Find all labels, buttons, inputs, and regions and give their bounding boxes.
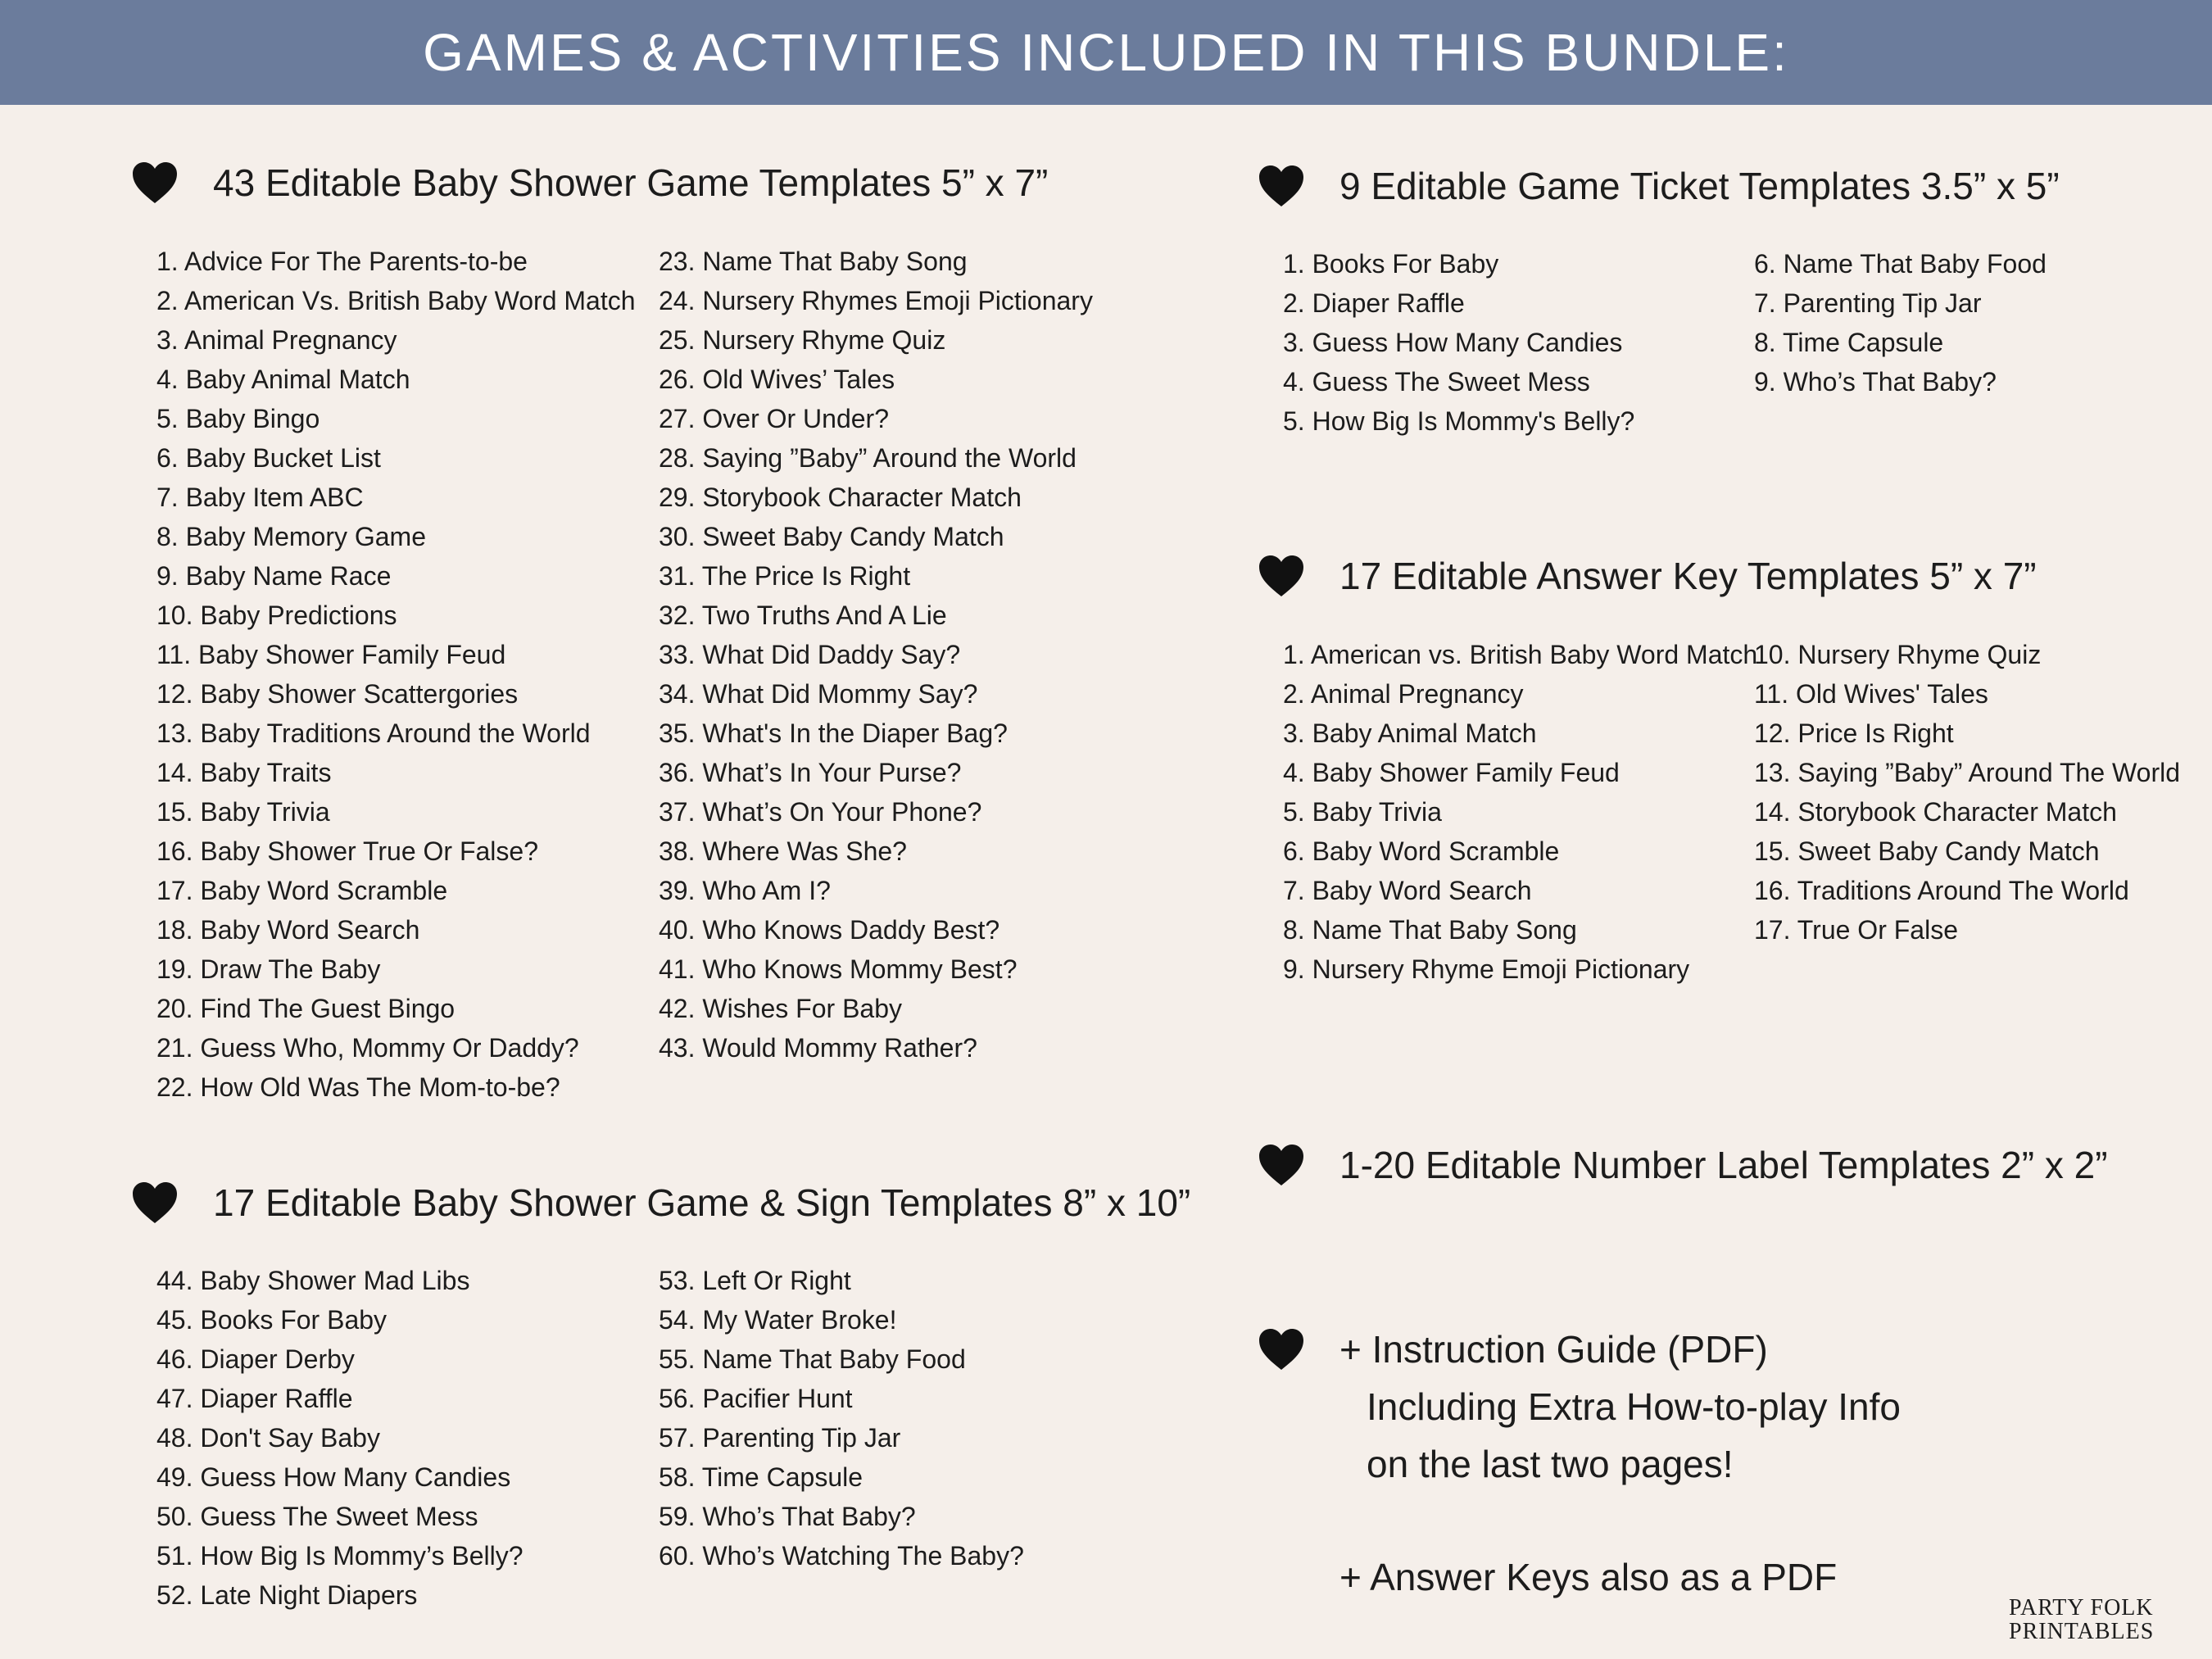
list-item: 8. Time Capsule bbox=[1754, 328, 1944, 357]
list-item: 49. Guess How Many Candies bbox=[156, 1462, 511, 1492]
section-heading bbox=[131, 154, 1048, 211]
section-heading bbox=[1258, 1136, 2108, 1194]
section-title: 9 Editable Game Ticket Templates 3.5” x 5” bbox=[1339, 165, 2060, 207]
list-item: 9. Baby Name Race bbox=[156, 561, 392, 591]
section-ticket-templates bbox=[1258, 157, 2060, 215]
list-item: 47. Diaper Raffle bbox=[156, 1384, 353, 1413]
list-item: 6. Baby Bucket List bbox=[156, 443, 381, 473]
list-item: 40. Who Knows Daddy Best? bbox=[659, 915, 1000, 945]
section-extras bbox=[1258, 1321, 1768, 1378]
section-title: 17 Editable Answer Key Templates 5” x 7” bbox=[1339, 555, 2037, 597]
list-item: 5. Baby Bingo bbox=[156, 404, 320, 433]
list-item: 54. My Water Broke! bbox=[659, 1305, 897, 1335]
list-item: 23. Name That Baby Song bbox=[659, 247, 968, 276]
list-item: 18. Baby Word Search bbox=[156, 915, 420, 945]
brand-line-1: PARTY FOLK bbox=[2009, 1595, 2154, 1620]
answer-list-col2 bbox=[1754, 635, 2180, 950]
list-item: 53. Left Or Right bbox=[659, 1266, 851, 1295]
list-item: 60. Who’s Watching The Baby? bbox=[659, 1541, 1024, 1571]
list-item: 46. Diaper Derby bbox=[156, 1344, 355, 1374]
list-item: 25. Nursery Rhyme Quiz bbox=[659, 325, 946, 355]
list-item: 2. American Vs. British Baby Word Match bbox=[156, 286, 636, 315]
list-item: 9. Who’s That Baby? bbox=[1754, 367, 1997, 397]
heart-icon bbox=[1258, 1327, 1305, 1371]
list-item: 20. Find The Guest Bingo bbox=[156, 994, 456, 1023]
list-item: 35. What's In the Diaper Bag? bbox=[659, 718, 1008, 748]
list-item: 22. How Old Was The Mom-to-be? bbox=[156, 1072, 560, 1102]
list-item: 24. Nursery Rhymes Emoji Pictionary bbox=[659, 286, 1093, 315]
section-title: 43 Editable Baby Shower Game Templates 5” x 7” bbox=[213, 161, 1049, 204]
list-item: 15. Sweet Baby Candy Match bbox=[1754, 836, 2100, 866]
heart-icon bbox=[131, 161, 179, 205]
page-title: GAMES & ACTIVITIES INCLUDED IN THIS BUNDLE: bbox=[423, 23, 1789, 82]
list-item: 55. Name That Baby Food bbox=[659, 1344, 966, 1374]
list-item: 11. Baby Shower Family Feud bbox=[156, 640, 506, 669]
list-item: 17. Baby Word Scramble bbox=[156, 876, 448, 905]
extras-line-1: + Instruction Guide (PDF) bbox=[1339, 1328, 1768, 1371]
list-item: 8. Name That Baby Song bbox=[1283, 915, 1577, 945]
list-item: 30. Sweet Baby Candy Match bbox=[659, 522, 1004, 551]
header-banner bbox=[0, 0, 2212, 105]
section-heading bbox=[1258, 547, 2037, 605]
section-game-templates bbox=[131, 154, 1048, 211]
list-item: 7. Baby Item ABC bbox=[156, 483, 364, 512]
list-item: 31. The Price Is Right bbox=[659, 561, 911, 591]
sign-list-col2 bbox=[659, 1261, 1024, 1575]
list-item: 13. Baby Traditions Around the World bbox=[156, 718, 591, 748]
list-item: 33. What Did Daddy Say? bbox=[659, 640, 961, 669]
list-item: 45. Books For Baby bbox=[156, 1305, 388, 1335]
section-heading bbox=[1258, 1321, 1768, 1378]
list-item: 19. Draw The Baby bbox=[156, 954, 381, 984]
list-item: 9. Nursery Rhyme Emoji Pictionary bbox=[1283, 954, 1690, 984]
list-item: 43. Would Mommy Rather? bbox=[659, 1033, 977, 1063]
heart-icon bbox=[1258, 554, 1305, 598]
list-item: 29. Storybook Character Match bbox=[659, 483, 1022, 512]
list-item: 36. What’s In Your Purse? bbox=[659, 758, 962, 787]
list-item: 7. Baby Word Search bbox=[1283, 876, 1532, 905]
list-item: 34. What Did Mommy Say? bbox=[659, 679, 978, 709]
list-item: 10. Nursery Rhyme Quiz bbox=[1754, 640, 2042, 669]
list-item: 3. Guess How Many Candies bbox=[1283, 328, 1623, 357]
list-item: 39. Who Am I? bbox=[659, 876, 831, 905]
list-item: 6. Name That Baby Food bbox=[1754, 249, 2047, 279]
list-item: 11. Old Wives' Tales bbox=[1754, 679, 1988, 709]
list-item: 1. Advice For The Parents-to-be bbox=[156, 247, 528, 276]
list-item: 2. Animal Pregnancy bbox=[1283, 679, 1524, 709]
list-item: 51. How Big Is Mommy’s Belly? bbox=[156, 1541, 524, 1571]
list-item: 57. Parenting Tip Jar bbox=[659, 1423, 901, 1453]
brand-line-2: PRINTABLES bbox=[2009, 1619, 2155, 1644]
list-item: 56. Pacifier Hunt bbox=[659, 1384, 853, 1413]
ticket-list-col1 bbox=[1283, 244, 1634, 441]
list-item: 5. How Big Is Mommy's Belly? bbox=[1283, 406, 1635, 436]
list-item: 4. Guess The Sweet Mess bbox=[1283, 367, 1590, 397]
list-item: 28. Saying ”Baby” Around the World bbox=[659, 443, 1077, 473]
list-item: 52. Late Night Diapers bbox=[156, 1580, 418, 1610]
list-item: 1. American vs. British Baby Word Match bbox=[1283, 640, 1758, 669]
list-item: 37. What’s On Your Phone? bbox=[659, 797, 982, 827]
list-item: 17. True Or False bbox=[1754, 915, 1958, 945]
list-item: 14. Storybook Character Match bbox=[1754, 797, 2117, 827]
list-item: 3. Animal Pregnancy bbox=[156, 325, 397, 355]
section-title: 1-20 Editable Number Label Templates 2” x 2” bbox=[1339, 1144, 2108, 1186]
list-item: 27. Over Or Under? bbox=[659, 404, 889, 433]
list-item: 42. Wishes For Baby bbox=[659, 994, 902, 1023]
heart-icon bbox=[1258, 164, 1305, 208]
list-item: 3. Baby Animal Match bbox=[1283, 718, 1537, 748]
list-item: 5. Baby Trivia bbox=[1283, 797, 1442, 827]
section-heading bbox=[1258, 157, 2060, 215]
list-item: 41. Who Knows Mommy Best? bbox=[659, 954, 1018, 984]
extras-line-3: on the last two pages! bbox=[1367, 1443, 1734, 1485]
list-item: 44. Baby Shower Mad Libs bbox=[156, 1266, 470, 1295]
list-item: 15. Baby Trivia bbox=[156, 797, 330, 827]
list-item: 16. Traditions Around The World bbox=[1754, 876, 2129, 905]
ticket-list-col2 bbox=[1754, 244, 2047, 401]
answer-list-col1 bbox=[1283, 635, 1757, 989]
list-item: 6. Baby Word Scramble bbox=[1283, 836, 1560, 866]
list-item: 4. Baby Animal Match bbox=[156, 365, 410, 394]
game-list-col1 bbox=[156, 242, 636, 1107]
list-item: 32. Two Truths And A Lie bbox=[659, 601, 947, 630]
list-item: 59. Who’s That Baby? bbox=[659, 1502, 916, 1531]
list-item: 13. Saying ”Baby” Around The World bbox=[1754, 758, 2180, 787]
heart-icon bbox=[131, 1181, 179, 1225]
list-item: 21. Guess Who, Mommy Or Daddy? bbox=[156, 1033, 579, 1063]
section-number-labels bbox=[1258, 1136, 2108, 1194]
list-item: 7. Parenting Tip Jar bbox=[1754, 288, 1982, 318]
brand-logo bbox=[2009, 1596, 2164, 1643]
game-list-col2 bbox=[659, 242, 1093, 1067]
list-item: 48. Don't Say Baby bbox=[156, 1423, 380, 1453]
extras-text bbox=[1367, 1378, 1901, 1493]
extras-answer-keys bbox=[1339, 1548, 1837, 1606]
list-item: 10. Baby Predictions bbox=[156, 601, 397, 630]
section-title: 17 Editable Baby Shower Game & Sign Templates 8” x 10” bbox=[213, 1181, 1191, 1224]
extras-line-4: + Answer Keys also as a PDF bbox=[1339, 1556, 1838, 1598]
heart-icon bbox=[1258, 1143, 1305, 1187]
list-item: 16. Baby Shower True Or False? bbox=[156, 836, 538, 866]
section-sign-templates bbox=[131, 1174, 1190, 1231]
list-item: 4. Baby Shower Family Feud bbox=[1283, 758, 1620, 787]
list-item: 8. Baby Memory Game bbox=[156, 522, 426, 551]
list-item: 26. Old Wives’ Tales bbox=[659, 365, 895, 394]
section-heading bbox=[131, 1174, 1190, 1231]
list-item: 12. Baby Shower Scattergories bbox=[156, 679, 519, 709]
list-item: 50. Guess The Sweet Mess bbox=[156, 1502, 478, 1531]
list-item: 58. Time Capsule bbox=[659, 1462, 863, 1492]
extras-line-2: Including Extra How-to-play Info bbox=[1367, 1385, 1901, 1428]
list-item: 1. Books For Baby bbox=[1283, 249, 1499, 279]
list-item: 38. Where Was She? bbox=[659, 836, 907, 866]
list-item: 12. Price Is Right bbox=[1754, 718, 1954, 748]
section-answer-keys bbox=[1258, 547, 2037, 605]
list-item: 14. Baby Traits bbox=[156, 758, 332, 787]
list-item: 2. Diaper Raffle bbox=[1283, 288, 1465, 318]
sign-list-col1 bbox=[156, 1261, 524, 1615]
